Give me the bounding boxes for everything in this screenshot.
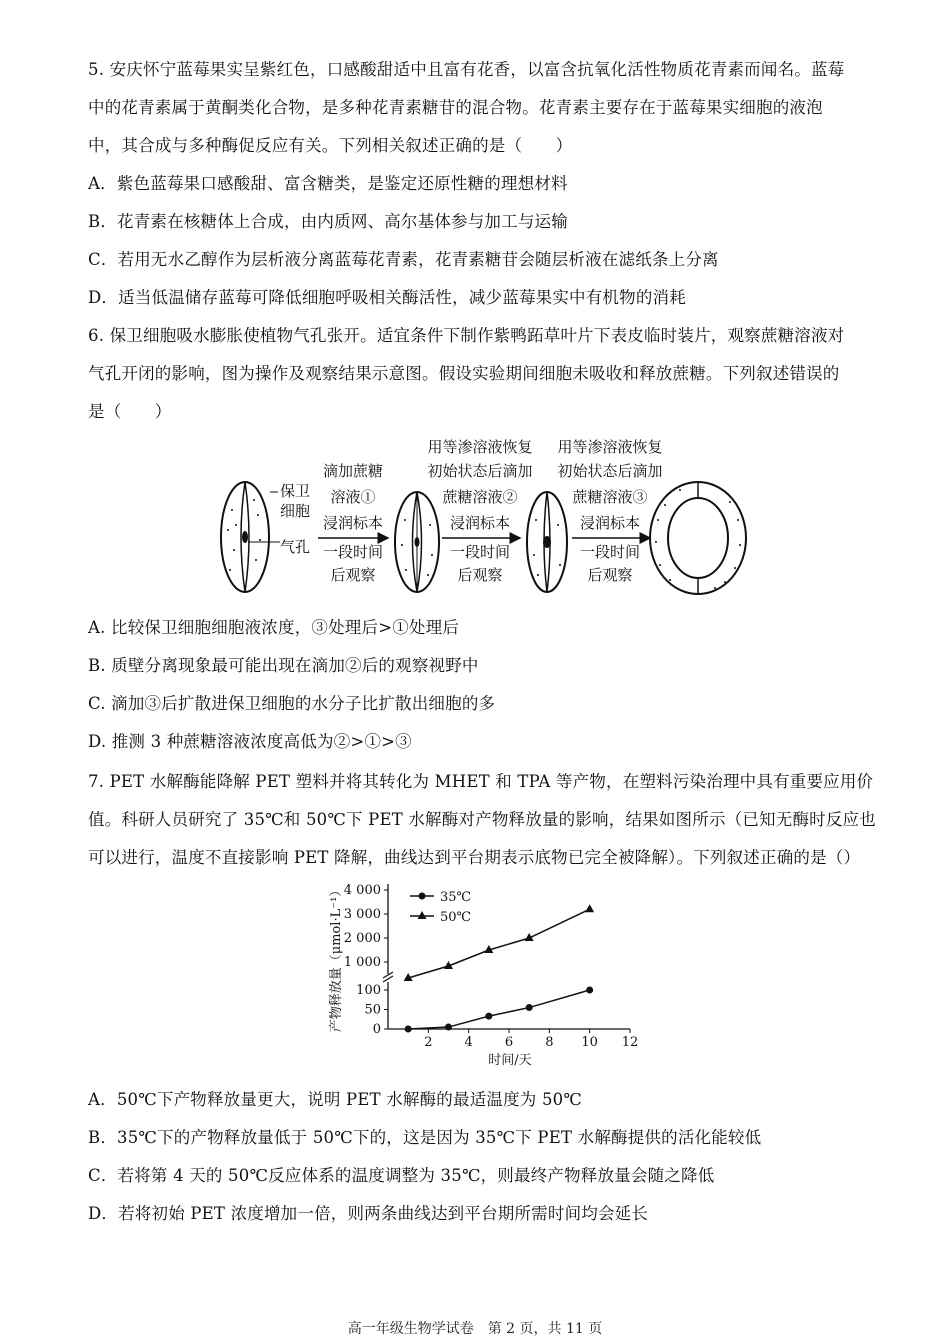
q5-option-d: D．适当低温储存蓝莓可降低细胞呼吸相关酶活性，减少蓝莓果实中有机物的消耗	[88, 288, 686, 307]
step1-text-3: 浸润标本	[322, 514, 384, 532]
y-tick-label: 4 000	[343, 883, 381, 898]
legend-marker-triangle	[418, 911, 427, 919]
q7-stem-line-1: 7. PET 水解酶能降解 PET 塑料并将其转化为 MHET 和 TPA 等产物，在塑料污染治理中具有重要应用价	[88, 772, 874, 791]
x-tick-label: 10	[581, 1035, 598, 1050]
q7-stem-line-3: 可以进行，温度不直接影响 PET 降解，曲线达到平台期表示底物已完全被降解）。下列叙述正确的是（）	[88, 848, 861, 867]
y-tick-label: 0	[372, 1022, 381, 1037]
stoma-after-solution-2	[527, 492, 567, 592]
q6-option-b: B. 质壁分离现象最可能出现在滴加②后的观察视野中	[88, 656, 479, 675]
q6-stem-line-3: 是（ ）	[88, 402, 172, 421]
q5-option-c: C．若用无水乙醇作为层析液分离蓝莓花青素，花青素糖苷会随层析液在滤纸条上分离	[88, 250, 719, 269]
step3-text-6: 后观察	[587, 566, 633, 584]
step2-text-1: 用等渗溶液恢复	[427, 438, 533, 456]
y-tick-label: 100	[356, 983, 381, 998]
stoma-after-solution-1	[395, 492, 439, 592]
x-tick-label: 8	[545, 1035, 554, 1050]
step2-text-5: 一段时间	[449, 543, 511, 561]
y-tick-label: 3 000	[343, 907, 381, 922]
step3-text-2: 初始状态后滴加	[557, 462, 663, 480]
stoma-initial	[221, 482, 269, 592]
step1-text-2: 溶液①	[330, 488, 376, 506]
legend-marker-circle	[419, 893, 426, 900]
q6-option-a: A. 比较保卫细胞细胞液浓度，③处理后>①处理后	[88, 618, 460, 637]
series-line-1	[408, 990, 589, 1029]
q7-option-c: C．若将第 4 天的 50℃反应体系的温度调整为 35℃，则最终产物释放量会随之降低	[88, 1166, 715, 1185]
data-point-50c	[585, 904, 594, 912]
step2-text-6: 后观察	[457, 566, 503, 584]
legend-label: 50℃	[440, 910, 472, 925]
q7-option-a: A．50℃下产物释放量更大，说明 PET 水解酶的最适温度为 50℃	[88, 1090, 583, 1109]
q5-stem-line-1: 5. 安庆怀宁蓝莓果实呈紫红色，口感酸甜适中且富有花香，以富含抗氧化活性物质花青素而闻名。蓝莓	[88, 60, 845, 79]
guard-cell-label-1: 保卫	[280, 482, 311, 500]
data-point-35c	[586, 987, 593, 994]
x-tick-label: 12	[621, 1035, 639, 1050]
q5-option-b: B．花青素在核糖体上合成，由内质网、高尔基体参与加工与运输	[88, 212, 568, 231]
step2-text-2: 初始状态后滴加	[427, 462, 533, 480]
data-point-35c	[445, 1024, 452, 1031]
y-tick-label: 2 000	[343, 931, 381, 946]
step2-text-3: 蔗糖溶液②	[442, 488, 518, 506]
q7-option-b: B．35℃下的产物释放量低于 50℃下的，这是因为 35℃下 PET 水解酶提供的活化能较低	[88, 1128, 762, 1147]
step3-text-3: 蔗糖溶液③	[572, 488, 648, 506]
x-tick-label: 2	[424, 1035, 433, 1050]
pore-label: 气孔	[280, 538, 311, 556]
step3-text-5: 一段时间	[579, 543, 641, 561]
x-tick-label: 6	[504, 1035, 514, 1050]
step1-text-5: 后观察	[330, 566, 376, 584]
x-tick-label: 4	[464, 1035, 473, 1050]
guard-cell-label-2: 细胞	[280, 502, 311, 520]
step1-text-4: 一段时间	[322, 543, 384, 561]
y-tick-label: 50	[364, 1002, 381, 1018]
q6-stem-line-1: 6. 保卫细胞吸水膨胀使植物气孔张开。适宜条件下制作紫鸭跖草叶片下表皮临时装片，观察蔗糖溶液对	[88, 326, 845, 345]
q7-stem-line-2: 值。科研人员研究了 35℃和 50℃下 PET 水解酶对产物释放量的影响，结果如图所示（已知无酶时反应也	[88, 810, 876, 829]
q6-option-c: C. 滴加③后扩散进保卫细胞的水分子比扩散出细胞的多	[88, 694, 496, 713]
q5-stem-line-3: 中，其合成与多种酶促反应有关。下列相关叙述正确的是（ ）	[88, 136, 573, 155]
y-tick-label: 1 000	[343, 955, 381, 970]
step2-text-4: 浸润标本	[449, 514, 511, 532]
q6-option-d: D. 推测 3 种蔗糖溶液浓度高低为②>①>③	[88, 732, 412, 751]
legend-label: 35℃	[440, 890, 472, 905]
series-line-2	[408, 909, 589, 978]
step3-text-4: 浸润标本	[579, 514, 641, 532]
q6-stem-line-2: 气孔开闭的影响，图为操作及观察结果示意图。假设实验期间细胞未吸收和释放蔗糖。下列叙述错误的	[88, 364, 840, 383]
data-point-35c	[405, 1026, 412, 1033]
q7-option-d: D．若将初始 PET 浓度增加一倍，则两条曲线达到平台期所需时间均会延长	[88, 1204, 649, 1223]
page-footer: 高一年级生物学试卷 第 2 页，共 11 页	[347, 1321, 603, 1337]
chart-y-label: 产物释放量（μmol·L⁻¹）	[329, 883, 344, 1033]
data-point-35c	[526, 1004, 533, 1011]
q5-option-a: A．紫色蓝莓果口感酸甜、富含糖类，是鉴定还原性糖的理想材料	[88, 174, 568, 193]
step3-text-1: 用等渗溶液恢复	[557, 438, 663, 456]
product-release-chart	[320, 878, 650, 1073]
stomata-diagram	[210, 430, 750, 595]
stoma-after-solution-3	[650, 482, 746, 594]
q5-stem-line-2: 中的花青素属于黄酮类化合物，是多种花青素糖苷的混合物。花青素主要存在于蓝莓果实细胞的液泡	[88, 98, 823, 117]
data-point-35c	[485, 1013, 492, 1020]
step1-text-1: 滴加蔗糖	[322, 462, 384, 480]
chart-x-label: 时间/天	[488, 1053, 532, 1068]
